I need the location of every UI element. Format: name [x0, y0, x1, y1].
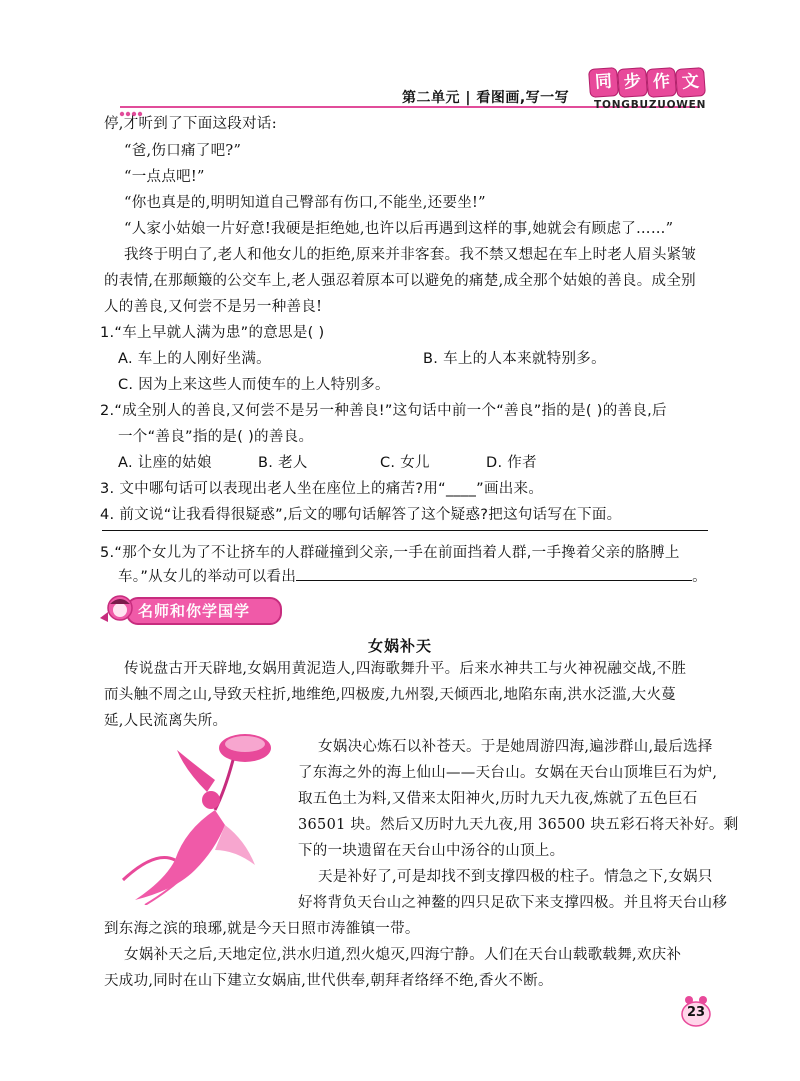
answer-line-4[interactable] [102, 530, 708, 531]
story-line: 延,人民流离失所。 [104, 713, 228, 729]
question-4: 4. 前文说“让我看得很疑惑”,后文的哪句话解答了这个疑惑?把这句话写在下面。 [100, 507, 622, 523]
logo-char-1: 同 [588, 67, 619, 98]
story-line: 传说盘古开天辟地,女娲用黄泥造人,四海歌舞升平。后来水神共工与火神祝融交战,不胜 [124, 661, 687, 677]
series-logo [589, 68, 705, 102]
answer-line-5[interactable] [296, 566, 692, 581]
logo-char-4: 文 [675, 67, 706, 98]
story-line: 下的一块遗留在天台山中汤谷的山顶上。 [298, 843, 565, 859]
story-title: 女娲补天 [367, 637, 432, 655]
passage-line: “人家小姑娘一片好意!我硬是拒绝她,也许以后再遇到这样的事,她就会有顾虑了……” [124, 221, 674, 237]
story-line: 36501 块。然后又历时九天九夜,用 36500 块五彩石将天补好。剩 [298, 817, 739, 833]
story-line: 天是补好了,可是却找不到支撑四极的柱子。情急之下,女娲只 [318, 869, 713, 885]
question-5: 5.“那个女儿为了不让挤车的人群碰撞到父亲,一手在前面挡着人群,一手搀着父亲的胳膊上 [100, 545, 680, 561]
passage-line: “你也真是的,明明知道自己臀部有伤口,不能坐,还要坐!” [124, 195, 486, 211]
passage-line: “爸,伤口痛了吧?” [124, 143, 242, 159]
nuwa-illustration [115, 730, 285, 905]
question-2: 2.“成全别人的善良,又何尝不是另一种善良!”这句话中前一个“善良”指的是( )的善良,后 [100, 403, 667, 419]
question-3: 3. 文中哪句话可以表现出老人坐在座位上的痛苦?用“____”画出来。 [100, 481, 544, 497]
story-line: 女娲补天之后,天地定位,洪水归道,烈火熄灭,四海宁静。人们在天台山载歌载舞,欢庆补 [124, 947, 682, 963]
story-line: 而头触不周之山,导致天柱折,地维绝,四极废,九州裂,天倾西北,地陷东南,洪水泛滥,大火蔓 [104, 687, 677, 703]
passage-line: “一点点吧!” [124, 169, 205, 185]
logo-pinyin: TONGBUZUOWEN [594, 99, 707, 111]
question-1-option-b: B. 车上的人本来就特别多。 [423, 351, 606, 367]
logo-char-3: 作 [646, 67, 677, 98]
header-dots [118, 103, 158, 111]
page-number: 23 [686, 1005, 706, 1020]
story-line: 女娲决心炼石以补苍天。于是她周游四海,遍涉群山,最后选择 [318, 739, 713, 755]
passage-line: 人的善良,又何尝不是另一种善良! [104, 299, 323, 315]
story-line: 天成功,同时在山下建立女娲庙,世代供奉,朝拜者络绎不绝,香火不断。 [104, 973, 553, 989]
question-2-option: B. 老人 [258, 455, 308, 471]
logo-char-2: 步 [617, 67, 648, 98]
question-1-option-a: A. 车上的人刚好坐满。 [118, 351, 271, 367]
story-line: 了东海之外的海上仙山——天台山。女娲在天台山顶堆巨石为炉, [298, 765, 718, 781]
question-5-cont [118, 566, 707, 588]
question-5-end: 。 [692, 569, 707, 585]
question-2-cont: 一个“善良”指的是( )的善良。 [118, 429, 314, 445]
unit-title: 第二单元 | 看图画,写一写 [402, 90, 570, 106]
section-banner [98, 594, 288, 624]
question-5-text: 车。”从女儿的举动可以看出 [118, 569, 297, 585]
question-2-option: C. 女儿 [380, 455, 430, 471]
question-2-option: D. 作者 [486, 455, 537, 471]
page-number-badge [679, 994, 713, 1028]
story-line: 好将背负天台山之神鳌的四只足砍下来支撑四极。并且将天台山移 [298, 895, 728, 911]
question-1-option-c: C. 因为上来这些人而使车的上人特别多。 [118, 377, 390, 393]
passage-line: 的表情,在那颠簸的公交车上,老人强忍着原本可以避免的痛楚,成全那个姑娘的善良。成全别 [104, 273, 696, 289]
story-line: 到东海之滨的琅琊,就是今天日照市涛雒镇一带。 [104, 921, 420, 937]
question-1: 1.“车上早就人满为患”的意思是( ) [100, 325, 325, 341]
question-2-option: A. 让座的姑娘 [118, 455, 212, 471]
banner-title: 名师和你学国学 [138, 602, 251, 620]
passage-line: 停,才听到了下面这段对话: [104, 116, 277, 132]
story-line: 取五色土为料,又借来太阳神火,历时九天九夜,炼就了五色巨石 [298, 791, 698, 807]
passage-line: 我终于明白了,老人和他女儿的拒绝,原来并非客套。我不禁又想起在车上时老人眉头紧皱 [124, 247, 697, 263]
